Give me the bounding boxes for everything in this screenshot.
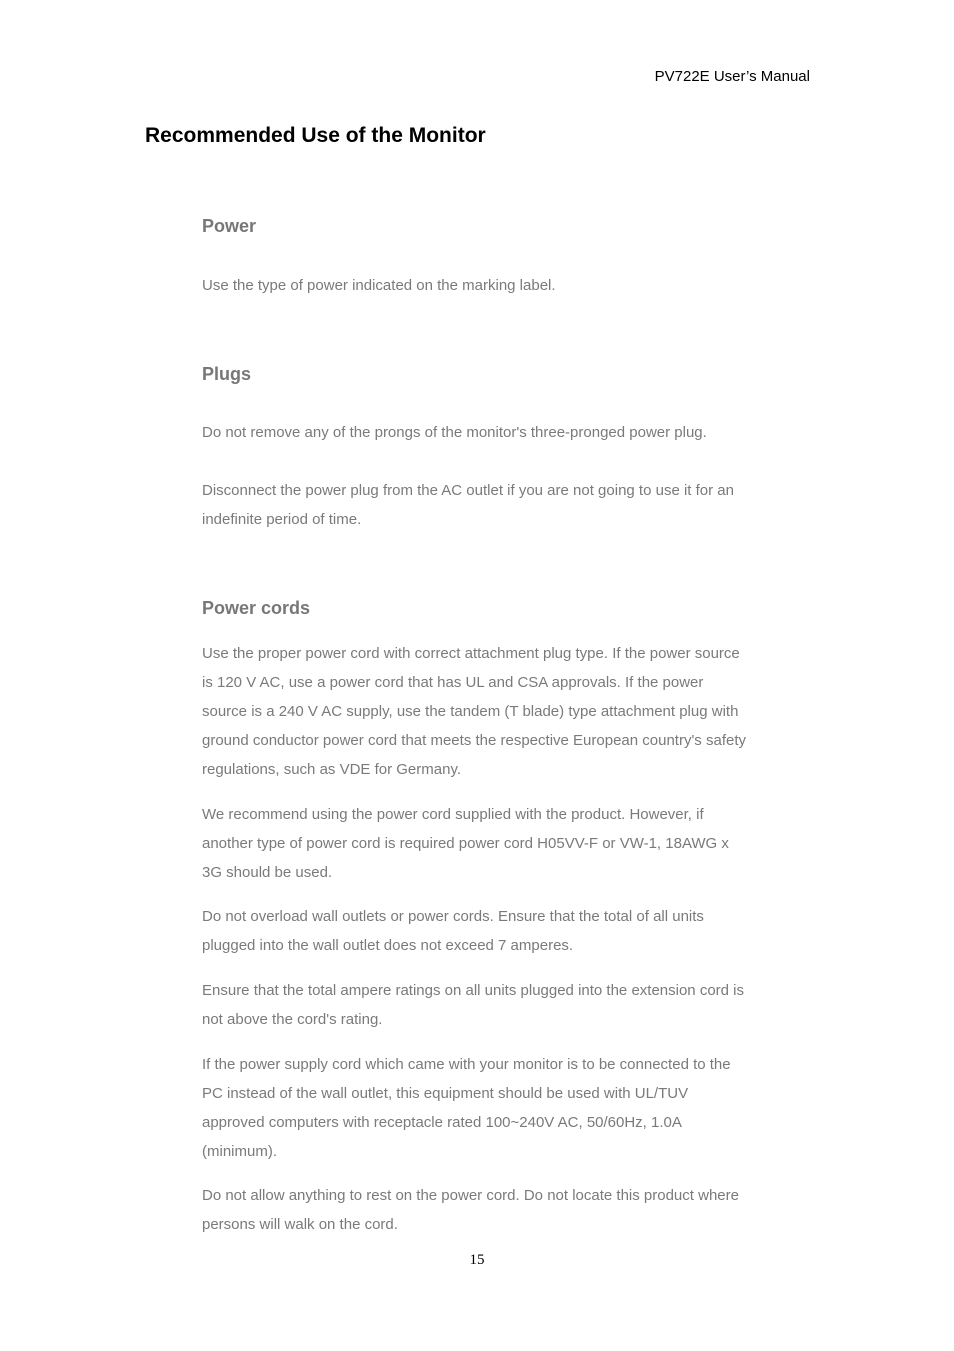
paragraph: Ensure that the total ampere ratings on all units plugged into the extension cord is not above the cord's rating. xyxy=(202,982,744,1028)
running-header: PV722E User’s Manual xyxy=(654,68,810,85)
page-number: 15 xyxy=(469,1252,485,1268)
paragraph: Use the type of power indicated on the marking label. xyxy=(202,277,556,294)
paragraph: If the power supply cord which came with your monitor is to be connected to the PC instead of the wall outlet, this equipment should be used with UL/TUV approved computers with receptacle rated 100~240V AC, 50/60Hz, 1.0A (minimum). xyxy=(202,1056,731,1160)
paragraph: Disconnect the power plug from the AC outlet if you are not going to use it for an indefinite period of time. xyxy=(202,482,734,528)
section-heading-power-cords: Power cords xyxy=(202,598,311,618)
paragraph: Use the proper power cord with correct attachment plug type. If the power source is 120 V AC, use a power cord that has UL and CSA approvals. If the power source is a 240 V AC supply, use the tandem (T blade) type attachment plug with ground conductor power cord that meets the respective European country's safety regulations, such as VDE for Germany. xyxy=(202,645,746,778)
paragraph: Do not overload wall outlets or power cords. Ensure that the total of all units plugged into the wall outlet does not exceed 7 amperes. xyxy=(202,908,704,954)
paragraph: Do not remove any of the prongs of the monitor's three-pronged power plug. xyxy=(202,424,707,441)
page-title: Recommended Use of the Monitor xyxy=(145,124,486,147)
section-heading-plugs: Plugs xyxy=(202,364,252,384)
section-heading-power: Power xyxy=(202,216,257,236)
paragraph: We recommend using the power cord supplied with the product. However, if another type of power cord is required power cord H05VV-F or VW-1, 18AWG x 3G should be used. xyxy=(202,806,729,881)
paragraph: Do not allow anything to rest on the power cord. Do not locate this product where persons will walk on the cord. xyxy=(202,1187,739,1233)
